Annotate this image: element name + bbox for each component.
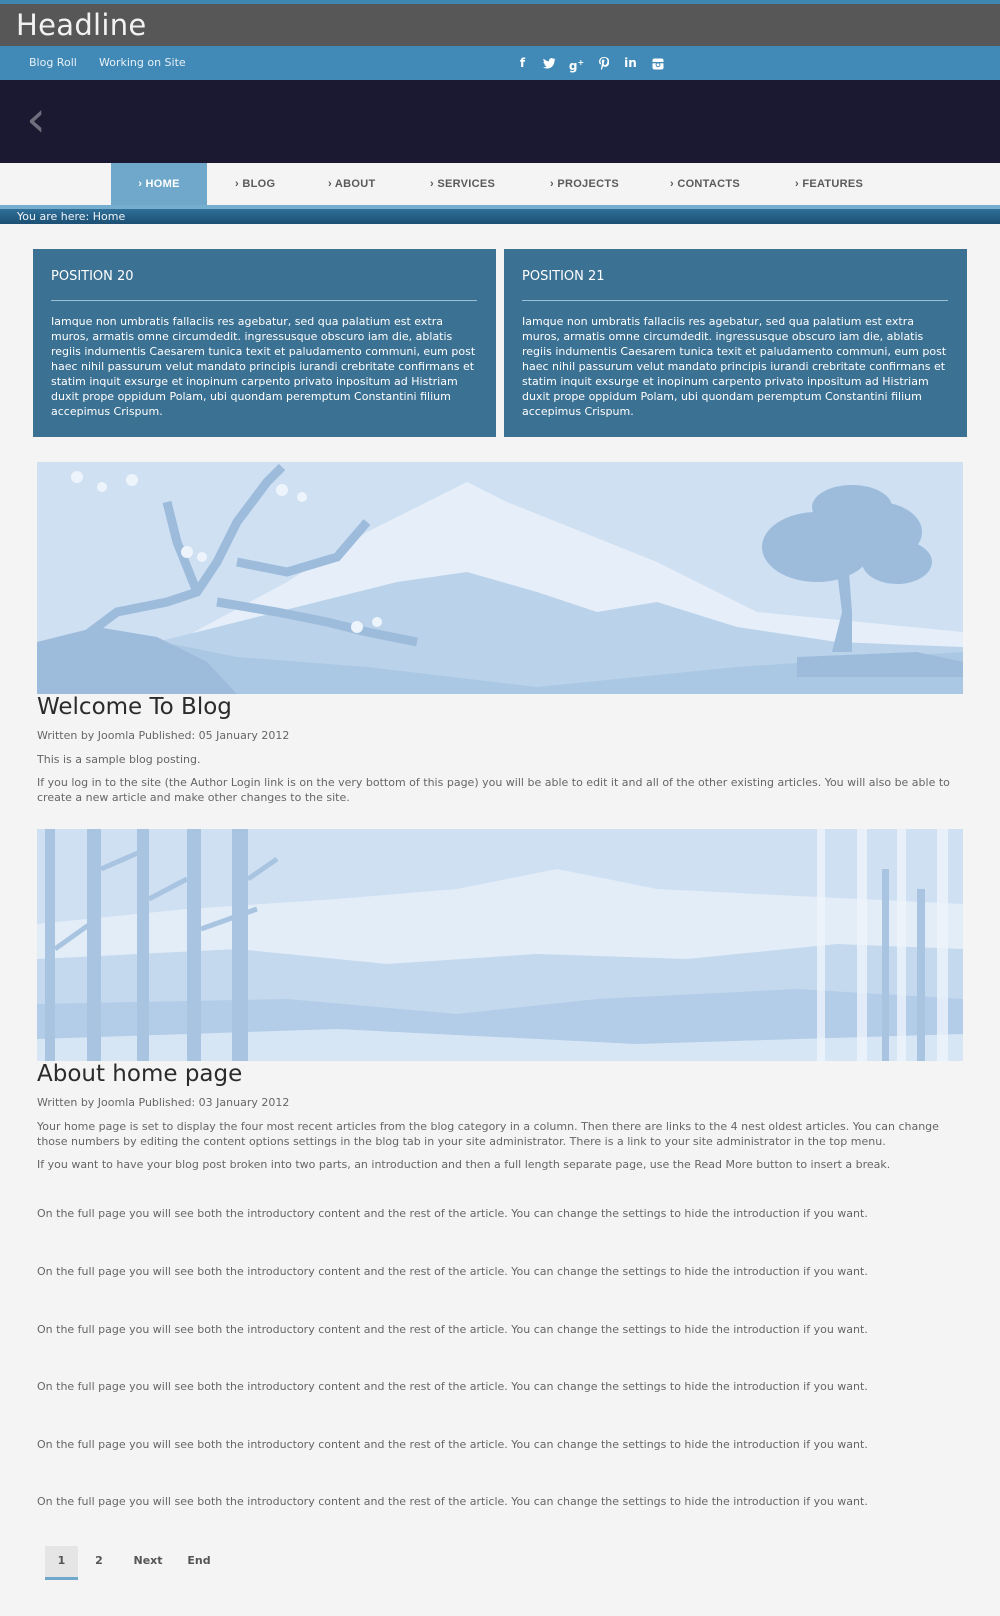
main-nav [0, 163, 1000, 205]
article-paragraph: On the full page you will see both the introductory content and the rest of the article. You can change the settings to hide the introduction if you want. [37, 1323, 868, 1336]
article-paragraph: Your home page is set to display the four most recent articles from the blog category in a column. Then there are links to the 4 nest oldest articles. You can change those numbers by editing the content options settings in the blog tab in your site administrator. There is a link to your site administrator in the top menu. [37, 1120, 939, 1148]
slider-prev-arrow-icon[interactable]: ‹ [26, 90, 46, 148]
google-plus-icon[interactable]: g+ [568, 58, 585, 73]
article-paragraph: On the full page you will see both the introductory content and the rest of the article. You can change the settings to hide the introduction if you want. [37, 1207, 868, 1220]
subnav-link-working-on-site[interactable]: Working on Site [99, 56, 186, 69]
subnav-link-blog-roll[interactable]: Blog Roll [29, 56, 77, 69]
article-title[interactable]: Welcome To Blog [37, 694, 232, 720]
article-paragraph: On the full page you will see both the introductory content and the rest of the article. You can change the settings to hide the introduction if you want. [37, 1438, 868, 1451]
article-paragraph: On the full page you will see both the introductory content and the rest of the article. You can change the settings to hide the introduction if you want. [37, 1265, 868, 1278]
divider [51, 300, 477, 301]
nav-item-contacts[interactable]: › CONTACTS [670, 178, 741, 190]
article-meta: Written by Joomla Published: 03 January 2012 [37, 1096, 290, 1109]
nav-item-home[interactable]: › HOME [111, 163, 207, 205]
pinterest-icon[interactable] [590, 54, 617, 75]
top-subnav [0, 46, 1000, 80]
article-paragraph: On the full page you will see both the introductory content and the rest of the article. You can change the settings to hide the introduction if you want. [37, 1495, 868, 1508]
slider-banner [0, 80, 1000, 163]
breadcrumb-text: You are here: Home [17, 210, 126, 223]
position-title: POSITION 20 [51, 269, 134, 284]
position-21-box [504, 249, 967, 437]
article-paragraph: If you want to have your blog post broken into two parts, an introduction and then a full length separate page, use the Read More button to insert a break. [37, 1158, 891, 1171]
article-paragraph: This is a sample blog posting. [37, 753, 201, 766]
end-page-button[interactable]: End [187, 1554, 211, 1567]
nav-item-blog[interactable]: › BLOG [235, 178, 276, 190]
facebook-icon[interactable]: f [519, 56, 526, 70]
next-page-button[interactable]: Next [133, 1554, 163, 1567]
divider [522, 300, 948, 301]
instagram-icon[interactable] [644, 54, 671, 75]
twitter-icon[interactable] [536, 54, 563, 75]
page-2-button[interactable]: 2 [95, 1554, 103, 1567]
linkedin-icon[interactable]: in [624, 56, 637, 70]
social-icons [509, 54, 671, 75]
position-text: Iamque non umbratis fallaciis res agebatur, sed qua palatium est extra muros, armatis omne circumdedit. ingressusque obscuro iam die, ablatis regiis indumentis Caesarem tunica texit et paludamento communi, eum post haec nihil passurum velut mandato principis iurandi crebritate confirmans et statim inquit exsurge et inopinum carpento privato inpositum ad Histriam duxit prope oppidum Polam, ubi quondam peremptum Constantini filium accepimus Crispum. [51, 315, 476, 418]
article-title[interactable]: About home page [37, 1061, 243, 1087]
nav-item-services[interactable]: › SERVICES [430, 178, 496, 190]
breadcrumb [0, 209, 1000, 224]
position-title: POSITION 21 [522, 269, 605, 284]
position-20-box [33, 249, 496, 437]
article-paragraph: If you log in to the site (the Author Login link is on the very bottom of this page) you will be able to edit it and all of the other existing articles. You will also be able to create a new article and make other changes to the site. [37, 776, 950, 804]
position-text: Iamque non umbratis fallaciis res agebatur, sed qua palatium est extra muros, armatis omne circumdedit. ingressusque obscuro iam die, ablatis regiis indumentis Caesarem tunica texit et paludamento communi, eum post haec nihil passurum velut mandato principis iurandi crebritate confirmans et statim inquit exsurge et inopinum carpento privato inpositum ad Histriam duxit prope oppidum Polam, ubi quondam peremptum Constantini filium accepimus Crispum. [522, 315, 947, 418]
article-image-bamboo [37, 829, 963, 1061]
article-meta: Written by Joomla Published: 05 January 2012 [37, 729, 290, 742]
site-headline[interactable]: Headline [16, 8, 147, 42]
page-1-button[interactable]: 1 [45, 1546, 78, 1580]
article-paragraph: On the full page you will see both the introductory content and the rest of the article. You can change the settings to hide the introduction if you want. [37, 1380, 868, 1393]
nav-item-about[interactable]: › ABOUT [328, 178, 376, 190]
nav-item-projects[interactable]: › PROJECTS [550, 178, 620, 190]
header-bar [0, 4, 1000, 46]
article-image-mountain [37, 462, 963, 694]
nav-item-features[interactable]: › FEATURES [795, 178, 864, 190]
